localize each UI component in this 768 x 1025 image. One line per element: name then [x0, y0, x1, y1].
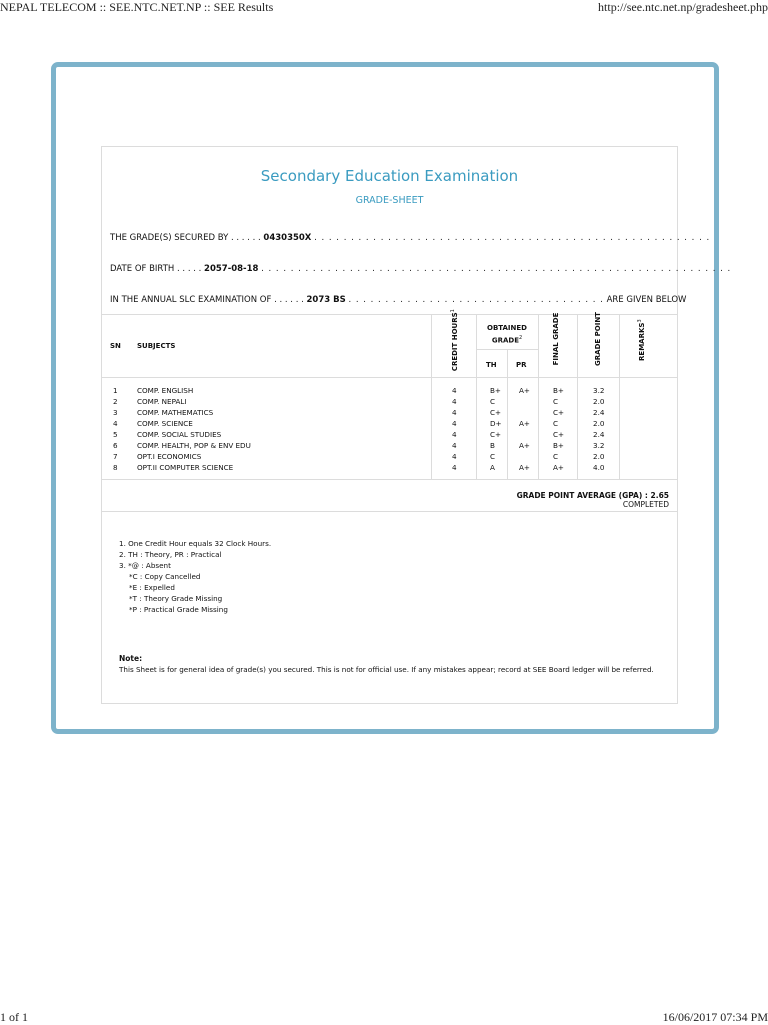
cell-credit: 4	[452, 386, 457, 395]
cell-subject: OPT.II COMPUTER SCIENCE	[137, 463, 234, 472]
cell-credit: 4	[452, 430, 457, 439]
gpa-rule	[102, 511, 677, 512]
cell-pr: A+	[519, 386, 530, 395]
cell-sn: 7	[113, 452, 118, 461]
symbol-number: 0430350X	[263, 233, 312, 243]
footnote-3: 3. *@ : Absent	[119, 561, 171, 570]
secured-by-label: THE GRADE(S) SECURED BY . . . . . .	[110, 233, 261, 243]
cell-sn: 4	[113, 419, 118, 428]
cell-credit: 4	[452, 441, 457, 450]
dob-line	[110, 264, 732, 274]
exam-label: IN THE ANNUAL SLC EXAMINATION OF . . . . . .	[110, 295, 304, 305]
table-row	[102, 430, 677, 441]
grade-sheet	[101, 146, 732, 704]
cell-subject: COMP. NEPALI	[137, 397, 187, 406]
cell-final: A+	[553, 463, 564, 472]
print-header-title: NEPAL TELECOM :: SEE.NTC.NET.NP :: SEE Results	[0, 0, 274, 14]
cell-th: C	[490, 452, 496, 461]
print-footer	[0, 1010, 768, 1024]
cell-gp: 2.0	[593, 397, 605, 406]
secured-by-line	[110, 233, 711, 243]
cell-credit: 4	[452, 397, 457, 406]
cell-final: C+	[553, 408, 565, 417]
page-title: Secondary Education Examination	[260, 167, 519, 185]
cell-credit: 4	[452, 452, 457, 461]
table-row	[102, 397, 677, 408]
header-grade-point: GRADE POINT	[594, 312, 602, 366]
footnotes	[119, 538, 271, 615]
secured-by-dots: . . . . . . . . . . . . . . . . . . . . . . . . . . . . . . . . . . . . . . . . . . . . . . . . . . . . . .	[314, 233, 711, 243]
table-row	[102, 441, 677, 452]
header-obtained-grade: OBTAINED GRADE$^2$	[487, 324, 527, 345]
cell-sn: 2	[113, 397, 118, 406]
footnote-2: 2. TH : Theory, PR : Practical	[119, 550, 222, 559]
footnote-3b: *E : Expelled	[129, 583, 175, 592]
result-frame	[51, 62, 732, 734]
header-subjects: SUBJECTS	[137, 342, 176, 350]
cell-gp: 2.0	[593, 452, 605, 461]
obtained-sub-rule	[476, 349, 538, 350]
cell-final: B+	[553, 386, 564, 395]
cell-final: C	[553, 419, 559, 428]
cell-sn: 3	[113, 408, 118, 417]
header-remarks: REMARKS$^3$	[636, 319, 647, 361]
page-subtitle: GRADE-SHEET	[355, 195, 424, 206]
cell-subject: COMP. ENGLISH	[137, 386, 194, 395]
cell-th: B+	[490, 386, 501, 395]
table-body-rule	[102, 479, 677, 480]
given-below-text: ARE GIVEN BELOW	[606, 295, 687, 305]
cell-gp: 2.0	[593, 419, 605, 428]
cell-th: C+	[490, 430, 502, 439]
exam-year: 2073 BS	[306, 295, 346, 305]
dob-label: DATE OF BIRTH . . . . .	[110, 264, 202, 274]
cell-sn: 5	[113, 430, 118, 439]
note-title: Note:	[119, 654, 143, 663]
footnote-3d: *P : Practical Grade Missing	[129, 605, 228, 614]
cell-pr: A+	[519, 463, 530, 472]
cell-subject: COMP. SCIENCE	[137, 419, 193, 428]
cell-th: B	[490, 441, 495, 450]
cell-th: C+	[490, 408, 502, 417]
footnote-3a: *C : Copy Cancelled	[129, 572, 201, 581]
cell-gp: 3.2	[593, 441, 605, 450]
table-row	[102, 419, 677, 430]
cell-final: C	[553, 397, 559, 406]
cell-subject: OPT.I ECONOMICS	[137, 452, 202, 461]
header-final-grade: FINAL GRADE	[552, 312, 560, 366]
cell-credit: 4	[452, 463, 457, 472]
table-header-rule	[102, 377, 677, 378]
cell-gp: 4.0	[593, 463, 605, 472]
cell-subject: COMP. HEALTH, POP & ENV EDU	[137, 441, 251, 450]
print-timestamp: 16/06/2017 07:34 PM	[662, 1010, 768, 1024]
cell-sn: 8	[113, 463, 118, 472]
note-text: This Sheet is for general idea of grade(s) you secured. This is not for official use. If any mistakes appear; record at SEE Board ledger will be referred.	[119, 665, 654, 674]
cell-subject: COMP. SOCIAL STUDIES	[137, 430, 222, 439]
table-top-rule	[102, 314, 677, 315]
table-row	[102, 408, 677, 419]
print-header-url: http://see.ntc.net.np/gradesheet.php	[598, 0, 768, 14]
cell-subject: COMP. MATHEMATICS	[137, 408, 214, 417]
footnote-1: 1. One Credit Hour equals 32 Clock Hours.	[119, 539, 272, 548]
header-credit-hours: CREDIT HOURS$^1$	[449, 309, 460, 372]
dob-dots: . . . . . . . . . . . . . . . . . . . . . . . . . . . . . . . . . . . . . . . . . . . . . . . . . . . . . . . . . . . . . . . .	[261, 264, 732, 274]
cell-final: C	[553, 452, 559, 461]
gpa-label: GRADE POINT AVERAGE (GPA) : 2.65	[516, 491, 669, 500]
footnote-3c: *T : Theory Grade Missing	[129, 594, 223, 603]
print-header	[0, 0, 768, 16]
header-sn: SN	[110, 342, 121, 350]
exam-dots: . . . . . . . . . . . . . . . . . . . . . . . . . . . . . . . . . . .	[348, 295, 604, 305]
header-th: TH	[486, 361, 497, 369]
table-row	[102, 452, 677, 463]
cell-sn: 1	[113, 386, 118, 395]
cell-pr: A+	[519, 441, 530, 450]
table-row	[102, 463, 677, 474]
cell-th: A	[490, 463, 495, 472]
cell-sn: 6	[113, 441, 118, 450]
cell-th: D+	[490, 419, 502, 428]
cell-gp: 2.4	[593, 408, 605, 417]
gpa-block	[517, 491, 669, 509]
page-count: 1 of 1	[0, 1010, 28, 1024]
cell-gp: 2.4	[593, 430, 605, 439]
dob-value: 2057-08-18	[204, 264, 259, 274]
cell-final: C+	[553, 430, 565, 439]
table-row	[102, 386, 677, 397]
cell-credit: 4	[452, 419, 457, 428]
cell-pr: A+	[519, 419, 530, 428]
exam-line	[110, 295, 687, 305]
cell-credit: 4	[452, 408, 457, 417]
cell-th: C	[490, 397, 496, 406]
result-status: COMPLETED	[622, 500, 669, 509]
cell-final: B+	[553, 441, 564, 450]
header-pr: PR	[516, 361, 527, 369]
cell-gp: 3.2	[593, 386, 605, 395]
